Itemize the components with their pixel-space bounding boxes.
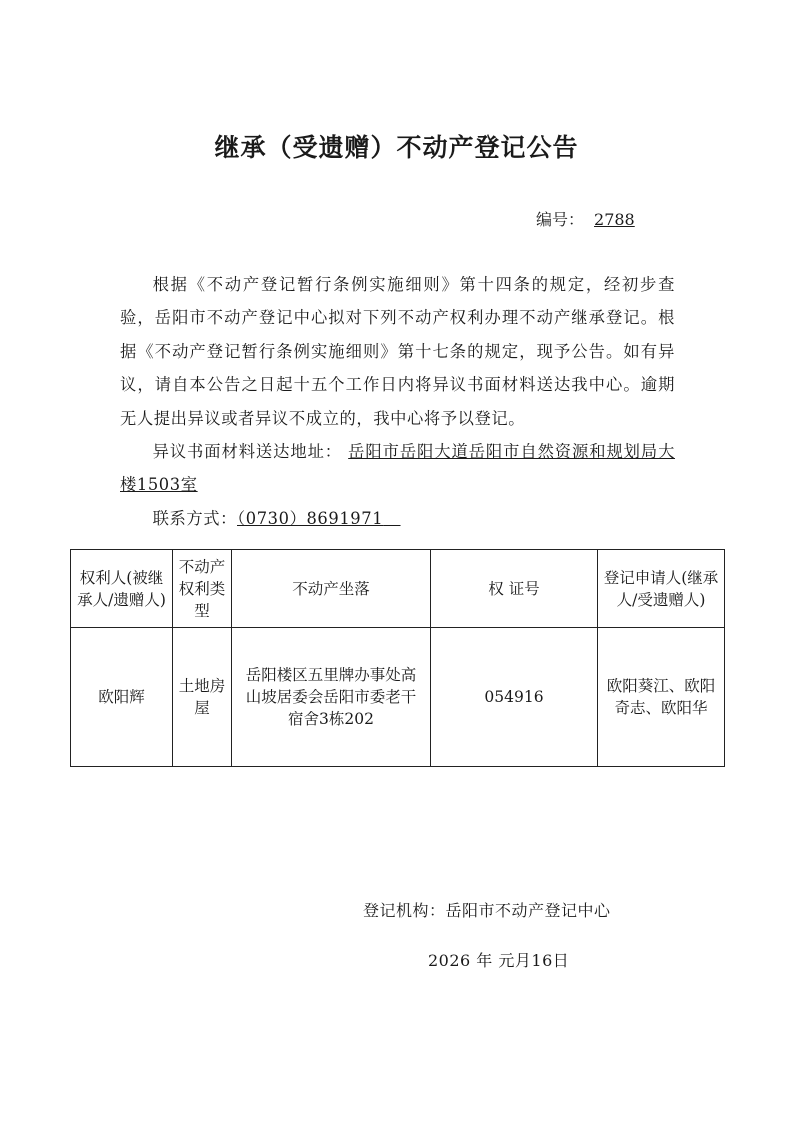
serial-value: 2788 (594, 210, 635, 229)
serial-number (536, 207, 635, 230)
table-row (71, 628, 725, 767)
contact-label: 联系方式： (152, 508, 238, 528)
registration-organization: 登记机构：岳阳市不动产登记中心 (363, 901, 611, 920)
header-location: 不动产坐落 (232, 550, 431, 628)
address-value: 岳阳市岳阳大道岳阳市自然资源和规划局大楼1503室 (120, 442, 676, 495)
notice-paragraph: 根据《不动产登记暂行条例实施细则》第十四条的规定，经初步查验，岳阳市不动产登记中心拟对下列不动产权利办理不动产继承登记。根据《不动产登记暂行条例实施细则》第十七条的规定，现予公告。如有异议，请自本公告之日起十五个工作日内将异议书面材料送达我中心。逾期无人提出异议或者异议不成立的，我中心将予以登记。 (120, 275, 675, 428)
cell-location: 岳阳楼区五里牌办事处高山坡居委会岳阳市委老干宿舍3栋202 (232, 628, 431, 767)
notice-body (120, 268, 675, 535)
header-rights-holder: 权利人(被继承人/遗赠人) (71, 550, 173, 628)
header-rights-type: 不动产权利类型 (173, 550, 232, 628)
cell-rights-type: 土地房屋 (173, 628, 232, 767)
registration-table (70, 549, 725, 767)
cell-rights-holder: 欧阳辉 (71, 628, 173, 767)
address-label: 异议书面材料送达地址： (152, 442, 343, 462)
contact-line (120, 502, 675, 535)
cell-certificate-number: 054916 (431, 628, 598, 767)
notice-date: 2026 年 元月16日 (428, 951, 570, 970)
page-title: 继承（受遗赠）不动产登记公告 (214, 133, 579, 162)
table-header-row (71, 550, 725, 628)
address-line (120, 435, 675, 502)
contact-value: （0730）8691971 (237, 508, 384, 528)
header-certificate-number: 权 证号 (431, 550, 598, 628)
cell-applicant: 欧阳葵江、欧阳奇志、欧阳华 (598, 628, 725, 767)
serial-label: 编号： (536, 210, 585, 229)
header-applicant: 登记申请人(继承人/受遗赠人) (598, 550, 725, 628)
